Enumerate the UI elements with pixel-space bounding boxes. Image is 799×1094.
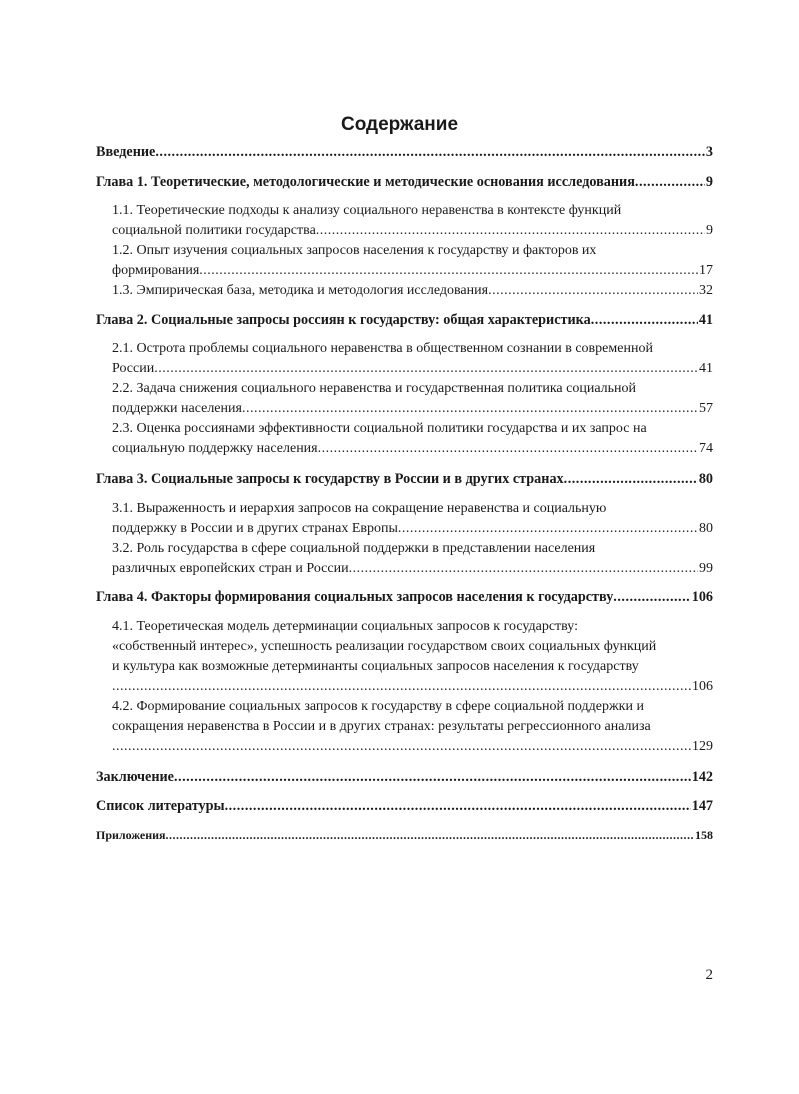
toc-label-line-2: России bbox=[112, 361, 155, 376]
toc-label: Глава 1. Теоретические, методологические и методические основания исследования bbox=[96, 174, 635, 190]
toc-label: 1.3. Эмпирическая база, методика и методология исследования bbox=[112, 283, 489, 298]
toc-entry-4-1[interactable] bbox=[96, 617, 713, 697]
toc-entry-chapter-4[interactable] bbox=[96, 587, 713, 607]
toc-page: 147 bbox=[691, 798, 713, 814]
toc-entry-1-2[interactable] bbox=[96, 241, 713, 281]
toc-label-line-1: 3.2. Роль государства в сфере социальной поддержки в представлении населения bbox=[112, 541, 596, 556]
toc-label-line-1: 1.1. Теоретические подходы к анализу социального неравенства в контексте функций bbox=[112, 203, 622, 218]
dot-leader bbox=[242, 399, 698, 419]
toc-entry-1-1[interactable] bbox=[96, 201, 713, 241]
toc-label-line-2: поддержки населения bbox=[112, 401, 242, 416]
toc-page: 142 bbox=[691, 769, 713, 785]
dot-leader bbox=[112, 677, 691, 697]
toc-label-line-1: 2.3. Оценка россиянами эффективности социальной политики государства и их запрос на bbox=[112, 421, 647, 436]
toc-label-line-1: 4.1. Теоретическая модель детерминации социальных запросов к государству: bbox=[112, 619, 578, 634]
toc-label: Приложения bbox=[96, 828, 166, 842]
toc-label-line-1: 1.2. Опыт изучения социальных запросов населения к государству и факторов их bbox=[112, 243, 597, 258]
toc-page: 17 bbox=[699, 263, 713, 278]
toc-label: Глава 3. Социальные запросы к государству в России и в других странах bbox=[96, 471, 564, 487]
dot-leader bbox=[174, 767, 691, 787]
toc-page: 158 bbox=[695, 828, 713, 842]
dot-leader bbox=[318, 439, 698, 459]
toc-label-line-3: и культура как возможные детерминанты социальных запросов населения к государству bbox=[112, 659, 639, 674]
toc-label-line-1: 3.1. Выраженность и иерархия запросов на сокращение неравенства и социальную bbox=[112, 501, 607, 516]
dot-leader bbox=[398, 519, 698, 539]
toc-label-line-2: формирования bbox=[112, 263, 200, 278]
toc-label-line-2: сокращения неравенства в России и в других странах: результаты регрессионного анализа bbox=[112, 719, 651, 734]
dot-leader bbox=[155, 142, 705, 162]
toc-label-line-2: поддержку в России и в других странах Европы bbox=[112, 521, 398, 536]
toc-page: 99 bbox=[699, 561, 713, 576]
toc-entry-2-3[interactable] bbox=[96, 419, 713, 459]
toc-page: 3 bbox=[705, 144, 713, 160]
toc-entry-4-2[interactable] bbox=[96, 697, 713, 757]
toc-entry-chapter-2[interactable] bbox=[96, 310, 713, 330]
dot-leader bbox=[199, 261, 698, 281]
dot-leader bbox=[316, 221, 705, 241]
toc-label-line-2: различных европейских стран и России bbox=[112, 561, 349, 576]
dot-leader bbox=[564, 469, 698, 489]
toc-page: 9 bbox=[705, 174, 713, 190]
dot-leader bbox=[112, 737, 691, 757]
toc-entry-references[interactable] bbox=[96, 796, 713, 816]
dot-leader bbox=[488, 281, 698, 301]
toc-label: Заключение bbox=[96, 769, 174, 785]
dot-leader bbox=[349, 559, 698, 579]
dot-leader bbox=[635, 172, 705, 192]
toc-page: 80 bbox=[698, 471, 713, 487]
dot-leader bbox=[166, 825, 694, 845]
toc-page: 106 bbox=[691, 589, 713, 605]
page-number: 2 bbox=[705, 967, 713, 983]
toc-page: 106 bbox=[692, 679, 713, 694]
toc-label-line-2: социальной политики государства bbox=[112, 223, 316, 238]
toc-page: 41 bbox=[698, 312, 713, 328]
toc-entry-3-2[interactable] bbox=[96, 539, 713, 579]
toc-label-line-1: 2.1. Острота проблемы социального неравенства в общественном сознании в современной bbox=[112, 341, 653, 356]
dot-leader bbox=[225, 796, 691, 816]
toc-entry-2-1[interactable] bbox=[96, 339, 713, 379]
toc-entry-intro[interactable] bbox=[96, 142, 713, 162]
toc-page: 57 bbox=[699, 401, 713, 416]
toc-page: 74 bbox=[699, 441, 713, 456]
toc-entry-conclusion[interactable] bbox=[96, 767, 713, 787]
toc-page: 41 bbox=[699, 361, 713, 376]
dot-leader bbox=[613, 587, 690, 607]
dot-leader bbox=[154, 359, 698, 379]
toc-entry-1-3[interactable] bbox=[96, 281, 713, 301]
toc-label: Глава 4. Факторы формирования социальных запросов населения к государству bbox=[96, 589, 614, 605]
toc-label-line-1: 2.2. Задача снижения социального неравенства и государственная политика социальной bbox=[112, 381, 637, 396]
toc-label-line-2: «собственный интерес», успешность реализации государством своих социальных функций bbox=[112, 639, 657, 654]
toc-label-line-2: социальную поддержку населения bbox=[112, 441, 318, 456]
toc-label-line-1: 4.2. Формирование социальных запросов к государству в сфере социальной поддержки и bbox=[112, 699, 644, 714]
toc-label: Глава 2. Социальные запросы россиян к государству: общая характеристика bbox=[96, 312, 591, 328]
toc-label: Список литературы bbox=[96, 798, 225, 814]
toc-page: 80 bbox=[699, 521, 713, 536]
toc-entry-chapter-3[interactable] bbox=[96, 469, 713, 489]
page-title: Содержание bbox=[340, 114, 459, 135]
toc-page: 32 bbox=[699, 283, 713, 298]
dot-leader bbox=[591, 310, 698, 330]
toc-entry-3-1[interactable] bbox=[96, 499, 713, 539]
toc-entry-2-2[interactable] bbox=[96, 379, 713, 419]
table-of-contents bbox=[96, 142, 713, 845]
toc-entry-appendix[interactable] bbox=[96, 825, 713, 845]
toc-label: Введение bbox=[96, 144, 156, 160]
toc-page: 129 bbox=[692, 739, 713, 754]
toc-page: 9 bbox=[706, 223, 713, 238]
toc-entry-chapter-1[interactable] bbox=[96, 172, 713, 192]
